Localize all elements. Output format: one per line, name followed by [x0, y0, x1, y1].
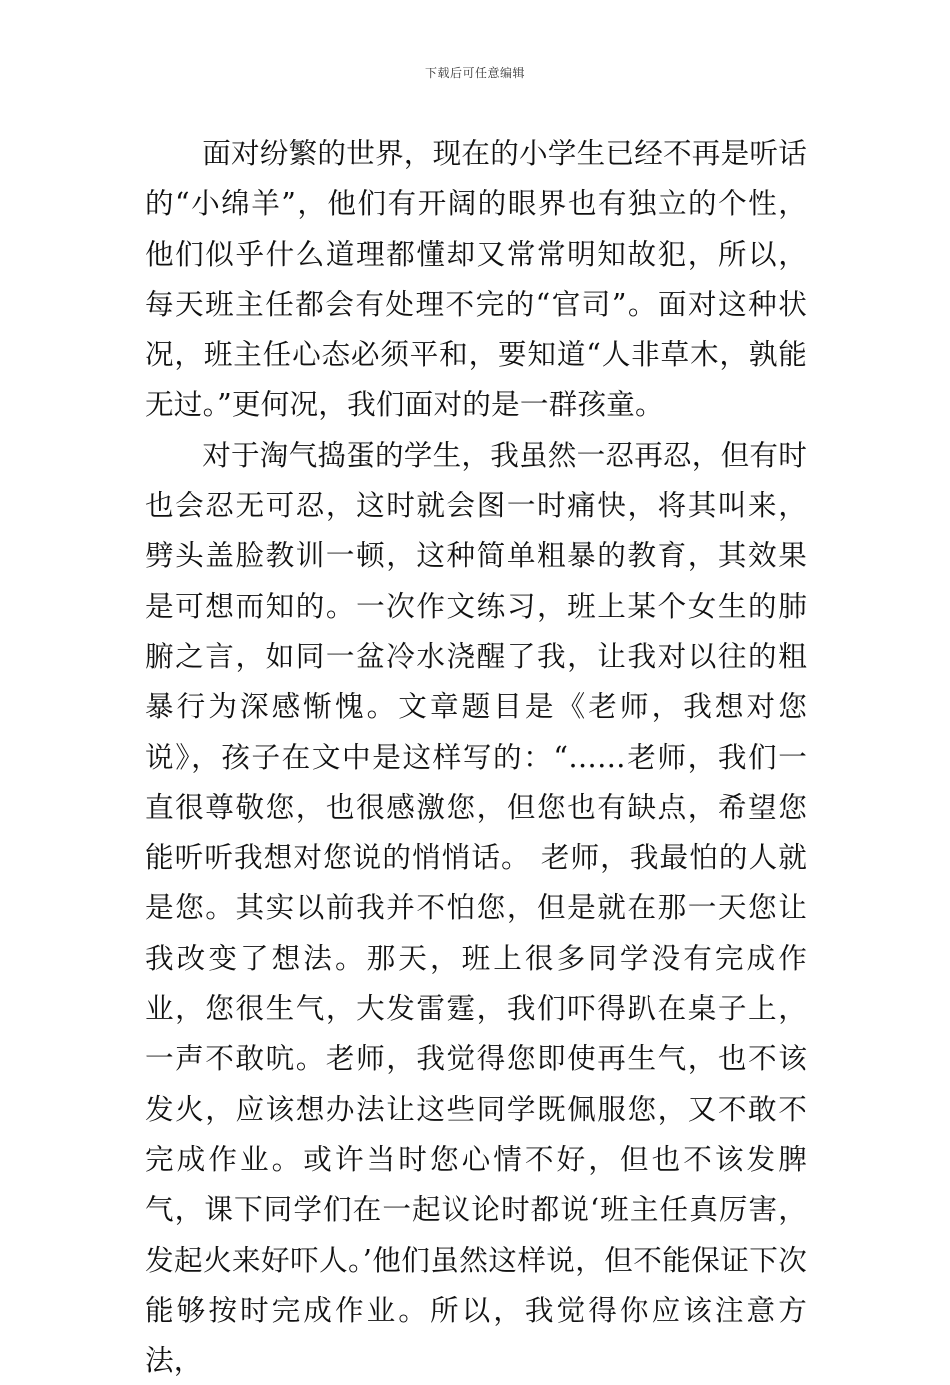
paragraph-2: 对于淘气捣蛋的学生，我虽然一忍再忍，但有时也会忍无可忍，这时就会图一时痛快，将其叫来，劈头盖脸教训一顿，这种简单粗暴的教育，其效果是可想而知的。一次作文练习，班上某个女生的肺腑之言，如同一盆冷水浇醒了我，让我对以往的粗暴行为深感惭愧。文章题目是《老师，我想对您说》，孩子在文中是这样写的：“……老师，我们一直很尊敬您，也很感激您，但您也有缺点，希望您能听听我想对您说的悄悄话。 老师，我最怕的人就是您。其实以前我并不怕您，但是就在那一天您让我改变了想法。那天，班上很多同学没有完成作业，您很生气，大发雷霆，我们吓得趴在桌子上，一声不敢吭。老师，我觉得您即使再生气，也不该发火，应该想办法让这些同学既佩服您，又不敢不完成作业。或许当时您心情不好，但也不该发脾气，课下同学们在一起议论时都说‘班主任真厉害，发起火来好吓人。’他们虽然这样说，但不能保证下次能够按时完成作业。所以，我觉得你应该注意方法，: [145, 437, 807, 1378]
header-note: 下载后可任意编辑: [424, 66, 525, 80]
document-body: [145, 128, 807, 1385]
paragraph-1: 面对纷繁的世界，现在的小学生已经不再是听话的“小绵羊”，他们有开阔的眼界也有独立的个性，他们似乎什么道理都懂却又常常明知故犯，所以，每天班主任都会有处理不完的“官司”。面对这种状况，班主任心态必须平和，要知道“人非草木，孰能无过。”更何况，我们面对的是一群孩童。: [145, 136, 807, 422]
